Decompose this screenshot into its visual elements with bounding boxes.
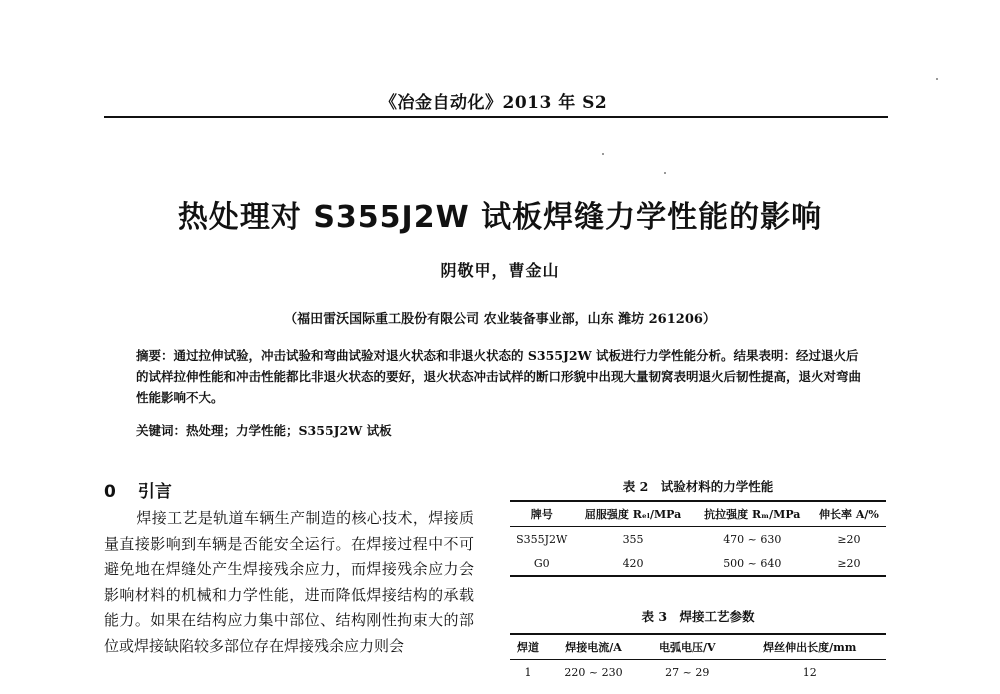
table-cell: G0 — [533, 556, 550, 570]
body-paragraph — [104, 506, 474, 659]
keywords-label: 关键词： — [136, 423, 187, 438]
table3-header-stickout: 焊丝伸出长度/mm — [763, 641, 857, 654]
abstract — [136, 345, 866, 408]
table2 — [510, 500, 886, 577]
table-cell: 470 ~ 630 — [723, 532, 782, 546]
keywords — [136, 421, 392, 439]
table-cell: S355J2W — [516, 532, 568, 546]
table-cell: 220 ~ 230 — [564, 665, 623, 679]
keywords-text: 热处理；力学性能；S355J2W 试板 — [186, 423, 392, 438]
authors: 阴敬甲，曹金山 — [440, 261, 560, 280]
affiliation: （福田雷沃国际重工股份有限公司 农业装备事业部，山东 潍坊 261206） — [284, 312, 716, 327]
table2-header-row — [510, 501, 886, 527]
table-row — [510, 551, 886, 576]
table3-header-current: 焊接电流/A — [565, 641, 622, 654]
abstract-text: 通过拉伸试验，冲击试验和弯曲试验对退火状态和非退火状态的 S355J2W 试板进行力学性能分析。结果表明：经过退火后的试样拉伸性能和冲击性能都比非退火状态的要好，退火状态冲击试样的断口形貌中出现大量韧窝表明退火后韧性提高，退火对弯曲性能影响不大。 — [136, 348, 862, 405]
table2-header-elongation: 伸长率 A/% — [819, 508, 879, 521]
table3 — [510, 633, 886, 684]
table2-header-yield: 屈服强度 Rₑₗ/MPa — [584, 508, 682, 521]
abstract-label: 摘要： — [136, 348, 174, 363]
table-cell: ≥20 — [837, 532, 861, 546]
table-cell: 27 ~ 29 — [665, 665, 710, 679]
scan-speck — [936, 78, 938, 80]
table-cell: 12 — [802, 665, 817, 679]
paper-title: 热处理对 S355J2W 试板焊缝力学性能的影响 — [177, 200, 823, 235]
section-heading — [104, 477, 172, 502]
table-row — [510, 660, 886, 685]
table-cell: ≥20 — [837, 556, 861, 570]
header-rule — [104, 116, 888, 118]
table-cell: 500 ~ 640 — [723, 556, 782, 570]
body-text: 焊接工艺是轨道车辆生产制造的核心技术，焊接质量直接影响到车辆是否能安全运行。在焊接过程中不可避免地在焊缝处产生焊接残余应力，而焊接残余应力会影响材料的机械和力学性能，进而降低焊接结构的承载能力。如果在结构应力集中部位、结构刚性拘束大的部位或焊接缺陷较多部位存在焊接残余应力则会 — [104, 509, 474, 655]
table-cell: 420 — [622, 556, 644, 570]
table3-header-row — [510, 634, 886, 660]
scan-speck — [602, 153, 604, 155]
section-number: 0 — [104, 482, 116, 502]
table3-header-voltage: 电弧电压/V — [659, 641, 716, 654]
table-cell: 355 — [622, 532, 644, 546]
table-cell: 1 — [524, 665, 532, 679]
table2-caption: 表 2 试验材料的力学性能 — [622, 479, 774, 494]
section-title: 引言 — [137, 482, 172, 502]
scan-speck — [664, 172, 666, 174]
table2-header-tensile: 抗拉强度 Rₘ/MPa — [704, 508, 801, 521]
table3-header-pass: 焊道 — [516, 641, 539, 654]
table2-header-grade: 牌号 — [530, 508, 553, 521]
table3-caption: 表 3 焊接工艺参数 — [641, 609, 755, 624]
journal-header: 《冶金自动化》2013 年 S2 — [380, 93, 608, 113]
table-row — [510, 527, 886, 552]
